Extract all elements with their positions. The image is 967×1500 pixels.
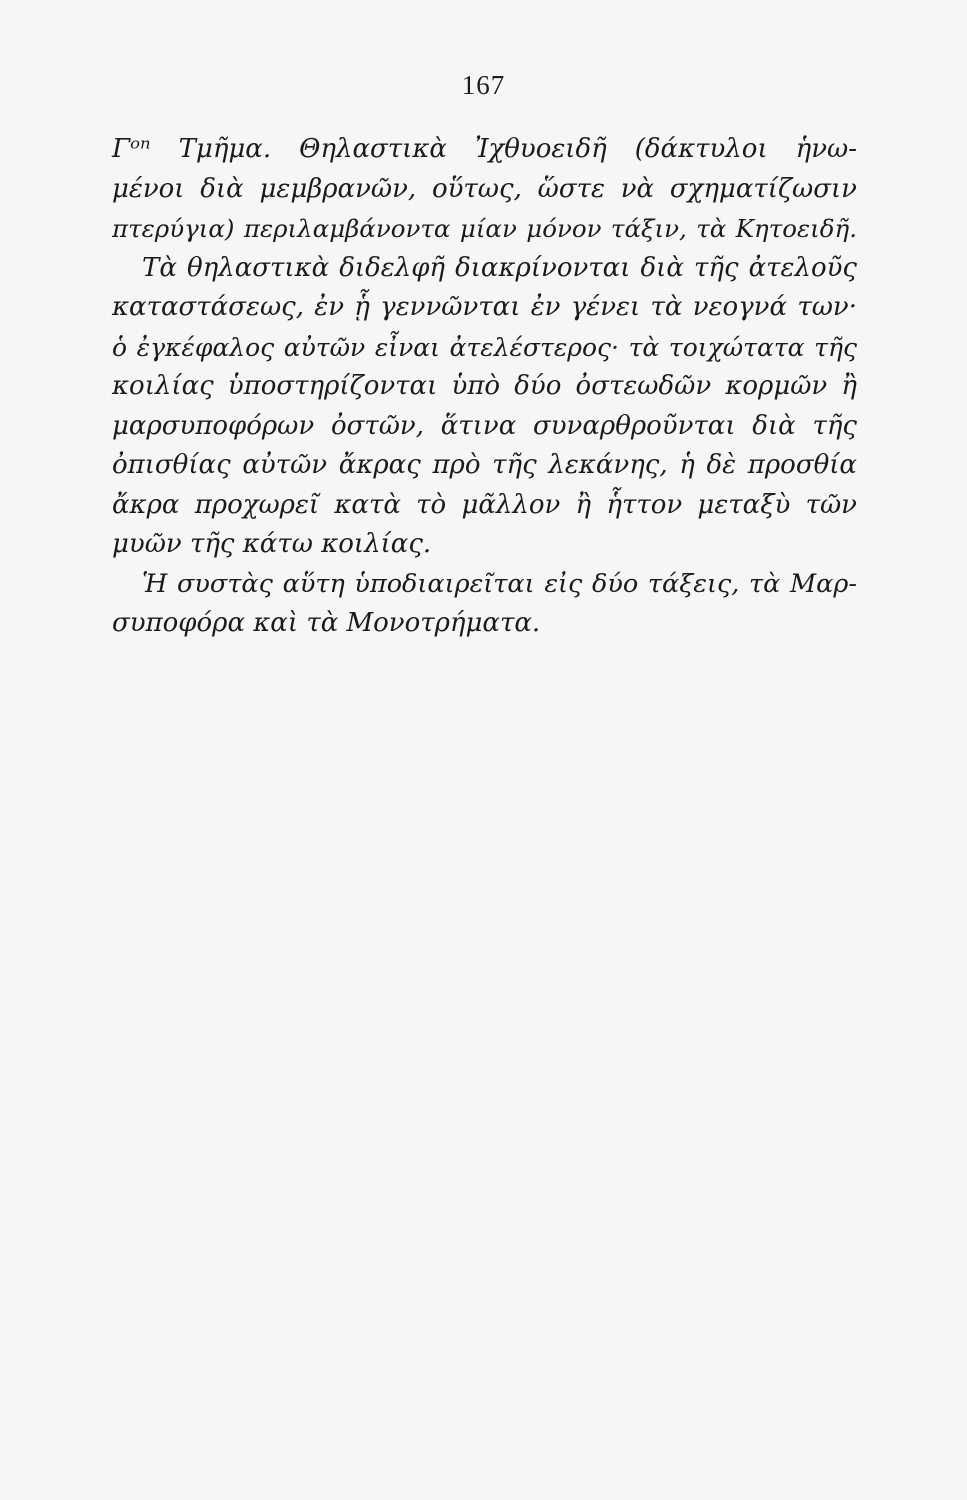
text-line-12: Ἡ συστὰς αὕτη ὑποδιαιρεῖται εἰς δύο τάξεις, τὰ Μαρ- xyxy=(142,568,857,599)
text-line-10: ἄκρα προχωρεῖ κατὰ τὸ μᾶλλον ἢ ἧττον μεταξὺ τῶν xyxy=(112,489,857,520)
body-text xyxy=(112,130,857,644)
text-line-7: κοιλίας ὑποστηρίζονται ὑπὸ δύο ὀστεωδῶν κορμῶν ἢ xyxy=(112,371,857,401)
text-line-13: συποφόρα καὶ τὰ Μονοτρήματα. xyxy=(112,608,541,638)
page-number: 167 xyxy=(461,70,506,100)
text-line-9: ὀπισθίας αὐτῶν ἄκρας πρὸ τῆς λεκάνης, ἡ δὲ προσθία xyxy=(112,450,857,480)
text-line-2: μένοι διὰ μεμβρανῶν, οὕτως, ὥστε νὰ σχηματίζωσιν xyxy=(112,173,857,204)
text-line-5: καταστάσεως, ἐν ᾗ γεννῶνται ἐν γένει τὰ νεογνά των· xyxy=(112,292,857,322)
text-line-1: Γᵒⁿ Τμῆμα. Θηλαστικὰ Ἰχθυοειδῆ (δάκτυλοι ἡνω- xyxy=(112,134,857,164)
text-line-4: Τὰ θηλαστικὰ διδελφῆ διακρίνονται διὰ τῆς ἀτελοῦς xyxy=(142,252,857,283)
text-line-11: μυῶν τῆς κάτω κοιλίας. xyxy=(112,529,432,559)
text-line-6: ὁ ἐγκέφαλος αὐτῶν εἶναι ἀτελέστερος· τὰ τοιχώτατα τῆς xyxy=(112,332,857,362)
text-line-8: μαρσυποφόρων ὀστῶν, ἅτινα συναρθροῦνται διὰ τῆς xyxy=(112,410,857,441)
text-line-3: πτερύγια) περιλαμβάνοντα μίαν μόνον τάξιν, τὰ Κητοειδῆ. xyxy=(112,214,857,243)
